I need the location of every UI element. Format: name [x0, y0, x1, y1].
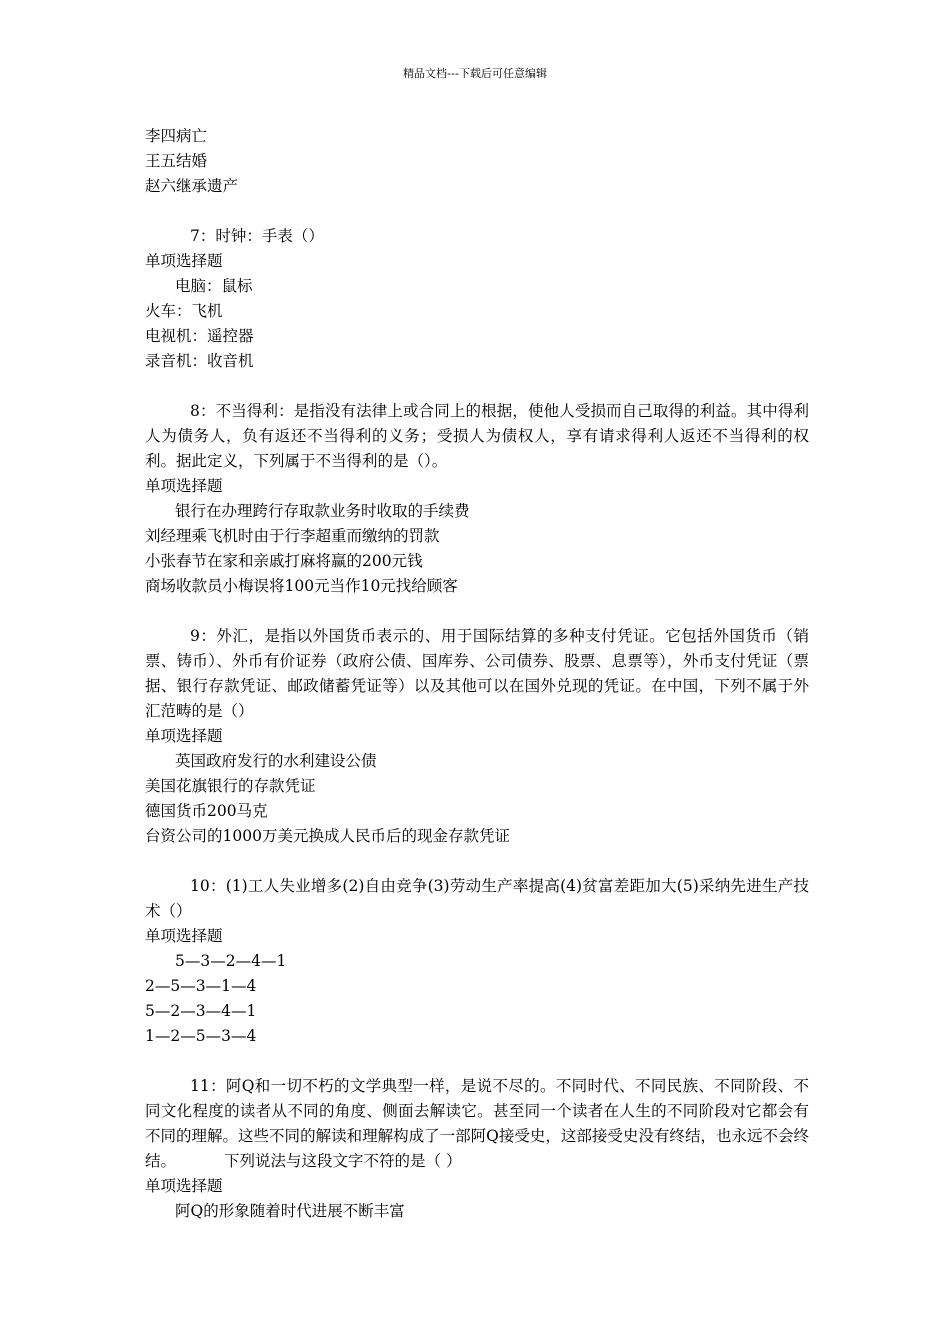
- option: 2—5—3—1—4: [145, 977, 257, 995]
- option: 阿Q的形象随着时代进展不断丰富: [175, 1202, 405, 1220]
- option: 德国货币200马克: [145, 802, 268, 820]
- question-prompt: 下列说法与这段文字不符的是（ ）: [224, 1152, 462, 1170]
- question-stem: 9：外汇，是指以外国货币表示的、用于国际结算的多种支付凭证。它包括外国货币（销票、铸币）、外币有价证券（政府公债、国库券、公司债券、股票、息票等），外币支付凭证（票据、银行存款凭证、邮政储蓄凭证等）以及其他可以在国外兑现的凭证。在中国，下列不属于外汇范畴的是（）: [145, 627, 809, 720]
- question-type: 单项选择题: [145, 477, 223, 495]
- option: 英国政府发行的水利建设公债: [175, 752, 377, 770]
- question-stem: [145, 1074, 809, 1174]
- option: 银行在办理跨行存取款业务时收取的手续费: [175, 502, 470, 520]
- previous-question-options: [145, 124, 809, 199]
- option: 5—3—2—4—1: [175, 952, 287, 970]
- question-stem: 8：不当得利：是指没有法律上或合同上的根据，使他人受损而自己取得的利益。其中得利人为债务人，负有返还不当得利的义务；受损人为债权人，享有请求得利人返还不当得利的权利。据此定义，下列属于不当得利的是（）。: [145, 402, 809, 470]
- question-type: 单项选择题: [145, 927, 223, 945]
- option: 刘经理乘飞机时由于行李超重而缴纳的罚款: [145, 527, 440, 545]
- question-8: [145, 399, 809, 599]
- question-7: [145, 224, 809, 374]
- option: 火车：飞机: [145, 302, 223, 320]
- question-stem: 7：时钟：手表（）: [190, 227, 324, 245]
- option: 美国花旗银行的存款凭证: [145, 777, 316, 795]
- question-type: 单项选择题: [145, 727, 223, 745]
- question-stem-text: 11：阿Q和一切不朽的文学典型一样，是说不尽的。不同时代、不同民族、不同阶段、不同文化程度的读者从不同的角度、侧面去解读它。甚至同一个读者在人生的不同阶段对它都会有不同的理解。这些不同的解读和理解构成了一部阿Q接受史，这部接受史没有终结，也永远不会终结。: [145, 1077, 809, 1170]
- question-10: [145, 874, 809, 1049]
- question-11: [145, 1074, 809, 1224]
- option: 小张春节在家和亲戚打麻将赢的200元钱: [145, 552, 423, 570]
- option: 1—2—5—3—4: [145, 1027, 257, 1045]
- option: 录音机：收音机: [145, 352, 254, 370]
- question-type: 单项选择题: [145, 252, 223, 270]
- option: 5—2—3—4—1: [145, 1002, 257, 1020]
- question-type: 单项选择题: [145, 1177, 223, 1195]
- page-header: 精品文档---下载后可任意编辑: [403, 67, 547, 80]
- option: 王五结婚: [145, 152, 208, 170]
- option: 商场收款员小梅误将100元当作10元找给顾客: [145, 577, 458, 595]
- option: 电视机：遥控器: [145, 327, 254, 345]
- option: 李四病亡: [145, 127, 208, 145]
- option: 赵六继承遗产: [145, 177, 239, 195]
- option: 电脑：鼠标: [175, 277, 253, 295]
- question-9: [145, 624, 809, 849]
- option: 台资公司的1000万美元换成人民币后的现金存款凭证: [145, 827, 510, 845]
- document-body: [145, 124, 809, 1224]
- question-stem: 10：(1)工人失业增多(2)自由竞争(3)劳动生产率提高(4)贫富差距加大(5)采纳先进生产技术（）: [145, 877, 809, 920]
